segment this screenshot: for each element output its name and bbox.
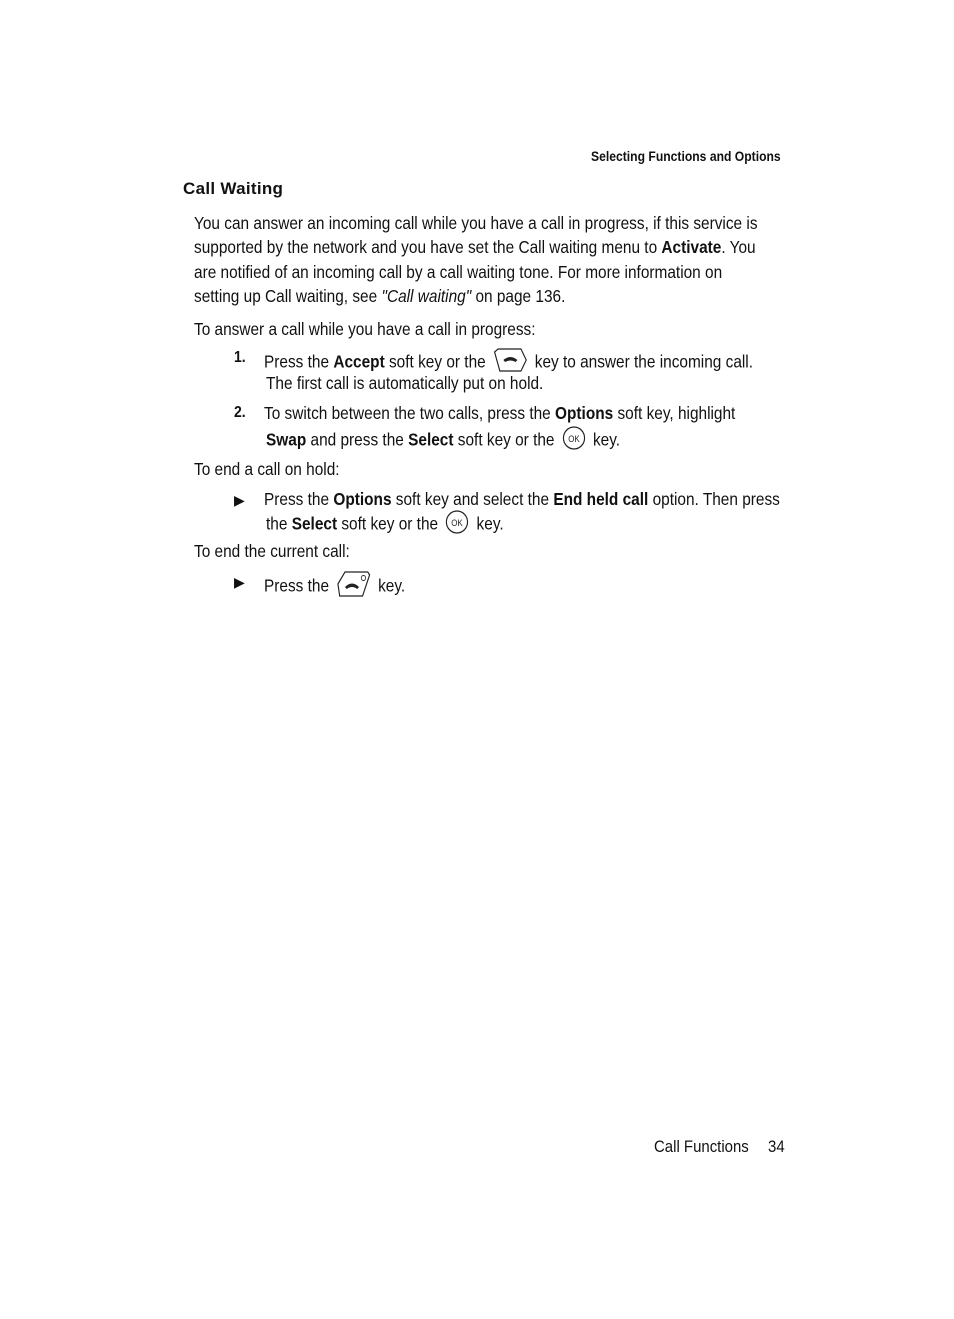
text: soft key or the bbox=[337, 513, 443, 534]
step-2-text-cont bbox=[266, 425, 620, 457]
end-current-text bbox=[264, 569, 405, 605]
end-hold-text bbox=[264, 487, 780, 511]
text: and press the bbox=[306, 429, 409, 450]
accept-term: Accept bbox=[333, 351, 385, 372]
svg-text:OK: OK bbox=[568, 433, 580, 445]
end-hold-text-cont bbox=[266, 509, 504, 541]
select-term: Select bbox=[291, 513, 338, 534]
running-header: Selecting Functions and Options bbox=[591, 149, 781, 164]
text: supported by the network and you have set the Call waiting menu to bbox=[194, 237, 662, 257]
bullet-arrow: ▶ bbox=[234, 492, 245, 508]
text: key. bbox=[373, 575, 406, 596]
section-title: Call Waiting bbox=[183, 179, 284, 198]
text: Press the bbox=[264, 575, 334, 596]
end-hold-lead: To end a call on hold: bbox=[194, 459, 340, 479]
text: key to answer the incoming call. bbox=[530, 351, 754, 372]
options-term: Options bbox=[555, 403, 614, 423]
call-waiting-link[interactable]: "Call waiting" bbox=[381, 286, 472, 306]
text: soft key, highlight bbox=[613, 403, 736, 423]
options-term: Options bbox=[333, 489, 392, 509]
ok-key-icon bbox=[561, 425, 586, 457]
text: key. bbox=[472, 513, 504, 534]
text: . You bbox=[721, 237, 756, 257]
text: key. bbox=[588, 429, 621, 450]
end-held-call-term: End held call bbox=[553, 489, 649, 509]
text: soft key or the bbox=[384, 351, 490, 372]
text: the bbox=[266, 513, 292, 534]
ok-key-icon bbox=[445, 509, 470, 541]
text: on page 136. bbox=[471, 286, 566, 306]
text: option. Then press bbox=[648, 489, 780, 509]
intro-line-4 bbox=[194, 284, 565, 308]
text: Press the bbox=[264, 489, 334, 509]
intro-line-3: are notified of an incoming call by a call waiting tone. For more information on bbox=[194, 262, 723, 282]
swap-term: Swap bbox=[266, 429, 307, 450]
text: setting up Call waiting, see bbox=[194, 286, 382, 306]
answer-lead: To answer a call while you have a call in progress: bbox=[194, 319, 536, 339]
page-number: 34 bbox=[768, 1137, 785, 1156]
step-1-number: 1. bbox=[234, 349, 246, 366]
step-2-text bbox=[264, 401, 735, 425]
text: To switch between the two calls, press the bbox=[264, 403, 556, 423]
text: Press the bbox=[264, 351, 334, 372]
select-term: Select bbox=[408, 429, 454, 450]
svg-text:OK: OK bbox=[451, 517, 464, 529]
bullet-arrow: ▶ bbox=[234, 574, 245, 590]
activate-term: Activate bbox=[661, 237, 722, 257]
intro-line-2 bbox=[194, 235, 756, 259]
step-1-note: The first call is automatically put on hold. bbox=[266, 373, 544, 393]
step-2-number: 2. bbox=[234, 404, 246, 421]
end-current-lead: To end the current call: bbox=[194, 541, 350, 561]
intro-line-1: You can answer an incoming call while you have a call in progress, if this service is bbox=[194, 213, 758, 233]
text: soft key and select the bbox=[391, 489, 554, 509]
end-key-icon bbox=[336, 569, 371, 605]
footer-section: Call Functions bbox=[654, 1137, 749, 1156]
text: soft key or the bbox=[453, 429, 559, 450]
